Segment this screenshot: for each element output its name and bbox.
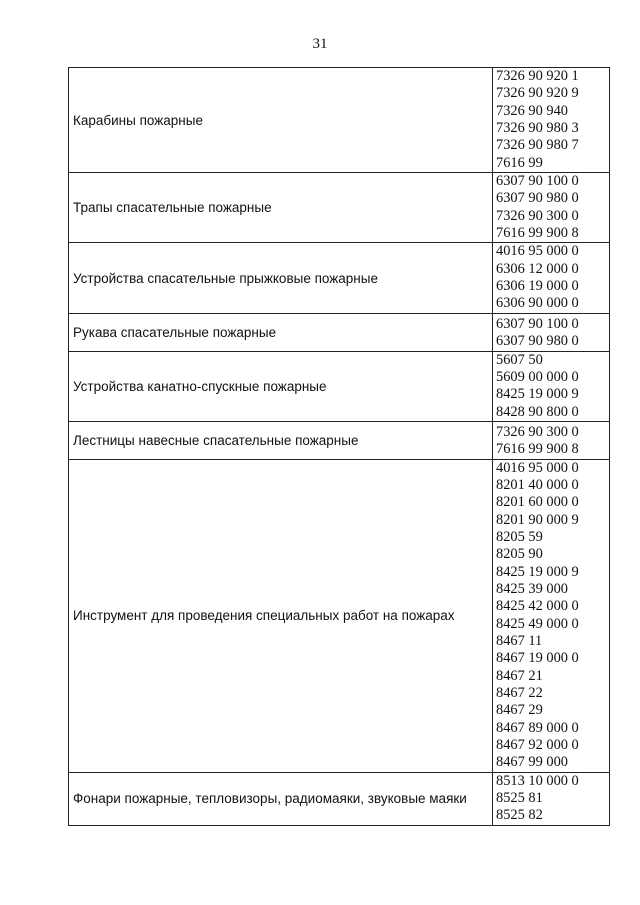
tn-ved-code: 8425 42 000 0 xyxy=(496,598,579,615)
tn-ved-code: 8425 19 000 9 xyxy=(496,563,579,580)
tn-ved-code: 6306 90 000 0 xyxy=(496,295,579,312)
table-body xyxy=(69,68,610,826)
tn-ved-code: 8467 19 000 0 xyxy=(496,650,579,667)
tn-ved-code: 5609 00 000 0 xyxy=(496,368,579,385)
tn-ved-code: 6306 12 000 0 xyxy=(496,260,579,277)
tn-ved-code: 6307 90 100 0 xyxy=(496,315,579,332)
tn-ved-code: 7326 90 940 xyxy=(496,102,568,119)
tn-ved-code: 8467 29 xyxy=(496,702,543,719)
code-cell xyxy=(493,243,610,313)
tn-ved-code: 8525 82 xyxy=(496,807,543,824)
product-name-cell: Лестницы навесные спасательные пожарные xyxy=(69,421,493,459)
table-row xyxy=(69,351,610,421)
tn-ved-code: 8425 19 000 9 xyxy=(496,386,579,403)
code-cell xyxy=(493,459,610,772)
tn-ved-code: 7616 99 xyxy=(496,154,543,171)
product-name-cell: Карабины пожарные xyxy=(69,68,493,173)
tn-ved-code: 7616 99 900 8 xyxy=(496,441,579,458)
table-row xyxy=(69,421,610,459)
product-name-cell: Трапы спасательные пожарные xyxy=(69,173,493,243)
product-code-table xyxy=(68,67,610,826)
product-name-cell: Инструмент для проведения специальных работ на пожарах xyxy=(69,459,493,772)
product-name-cell: Фонари пожарные, тепловизоры, радиомаяки, звуковые маяки xyxy=(69,772,493,825)
tn-ved-code: 8467 21 xyxy=(496,667,543,684)
tn-ved-code: 4016 95 000 0 xyxy=(496,459,579,476)
table-row xyxy=(69,68,610,173)
tn-ved-code: 6306 19 000 0 xyxy=(496,278,579,295)
tn-ved-code: 7326 90 920 1 xyxy=(496,68,579,84)
tn-ved-code: 8467 92 000 0 xyxy=(496,737,579,754)
tn-ved-code: 6307 90 100 0 xyxy=(496,173,579,190)
table-row xyxy=(69,243,610,313)
tn-ved-code: 7326 90 920 9 xyxy=(496,85,579,102)
table-row xyxy=(69,772,610,825)
tn-ved-code: 8525 81 xyxy=(496,790,543,807)
code-cell xyxy=(493,421,610,459)
code-cell xyxy=(493,351,610,421)
product-name-cell: Рукава спасательные пожарные xyxy=(69,313,493,351)
tn-ved-code: 7326 90 980 7 xyxy=(496,137,579,154)
page-number: 31 xyxy=(312,36,328,52)
tn-ved-code: 8467 99 000 xyxy=(496,754,568,771)
tn-ved-code: 8425 39 000 xyxy=(496,580,568,597)
tn-ved-code: 8205 90 xyxy=(496,546,543,563)
tn-ved-code: 6307 90 980 0 xyxy=(496,190,579,207)
tn-ved-code: 5607 50 xyxy=(496,351,543,368)
table-row xyxy=(69,173,610,243)
code-cell xyxy=(493,772,610,825)
tn-ved-code: 7326 90 300 0 xyxy=(496,423,579,440)
tn-ved-code: 7326 90 300 0 xyxy=(496,207,579,224)
tn-ved-code: 4016 95 000 0 xyxy=(496,243,579,260)
tn-ved-code: 7616 99 900 8 xyxy=(496,225,579,242)
tn-ved-code: 8428 90 800 0 xyxy=(496,403,579,420)
tn-ved-code: 7326 90 980 3 xyxy=(496,120,579,137)
tn-ved-code: 8201 60 000 0 xyxy=(496,494,579,511)
tn-ved-code: 8425 49 000 0 xyxy=(496,615,579,632)
table-row xyxy=(69,459,610,772)
product-name-cell: Устройства спасательные прыжковые пожарные xyxy=(69,243,493,313)
tn-ved-code: 8513 10 000 0 xyxy=(496,772,579,789)
tn-ved-code: 8467 11 xyxy=(496,633,543,649)
code-cell xyxy=(493,68,610,173)
tn-ved-code: 8201 90 000 9 xyxy=(496,511,579,528)
tn-ved-code: 8467 89 000 0 xyxy=(496,719,579,736)
tn-ved-code: 8205 59 xyxy=(496,528,543,545)
tn-ved-code: 8201 40 000 0 xyxy=(496,476,579,493)
tn-ved-code: 6307 90 980 0 xyxy=(496,333,579,350)
code-cell xyxy=(493,313,610,351)
tn-ved-code: 8467 22 xyxy=(496,685,543,702)
product-name-cell: Устройства канатно-спускные пожарные xyxy=(69,351,493,421)
code-cell xyxy=(493,173,610,243)
table-row xyxy=(69,313,610,351)
